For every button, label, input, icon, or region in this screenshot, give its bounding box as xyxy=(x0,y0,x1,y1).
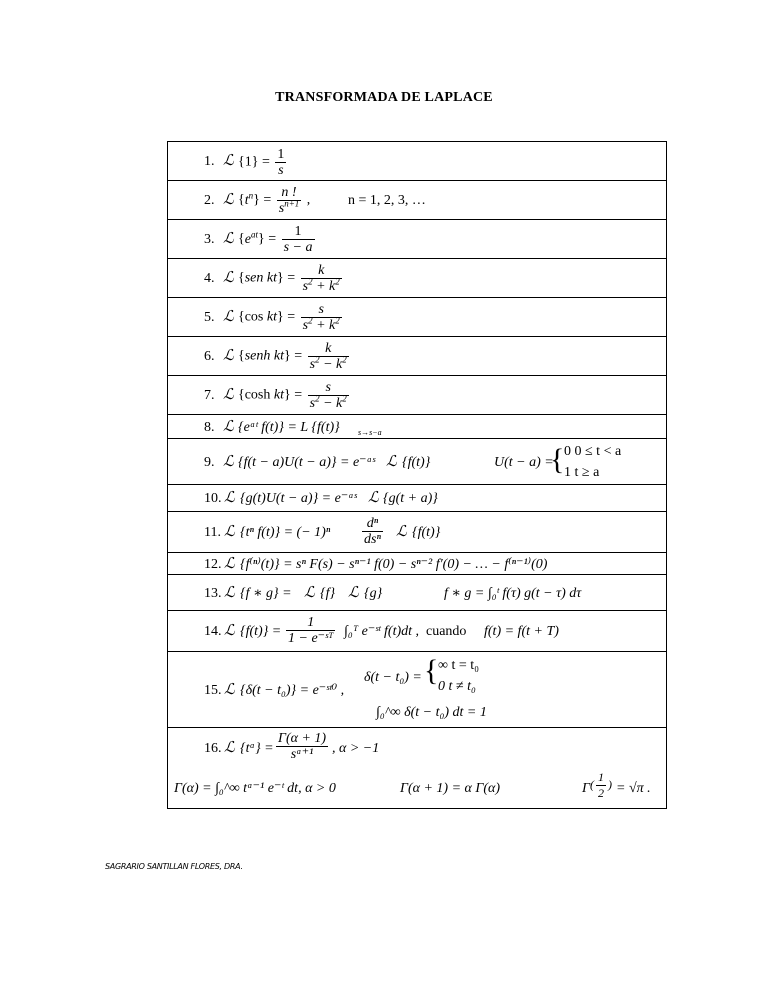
formula-table xyxy=(167,141,667,809)
formula-number: 7. xyxy=(204,388,215,403)
case-line-2: 1 t ≥ a xyxy=(564,465,600,480)
formula-expression-2: ∫₀ᵀ e⁻ˢᵗ f(t)dt , xyxy=(344,624,420,639)
formula-number: 2. xyxy=(204,193,215,208)
formula-row-10 xyxy=(168,485,666,512)
formula-number: 1. xyxy=(204,154,215,169)
formula-expression: {senh kt} = $\frac{k}{s^2 - k^2}$ xyxy=(238,341,347,372)
unit-step-label: U(t − a) = xyxy=(494,455,554,470)
formula-expression-2: {f(t)} xyxy=(412,525,441,540)
laplace-symbol: ℒ xyxy=(348,585,359,601)
author-signature: SAGRARIO SANTILLAN FLORES, DRA. xyxy=(105,862,243,871)
formula-expression-2: {f} xyxy=(320,586,336,601)
formula-row-13 xyxy=(168,575,666,611)
case-line-1: 0 0 ≤ t < a xyxy=(564,444,622,459)
formula-note: , α > −1 xyxy=(332,741,380,756)
formula-number: 12. xyxy=(204,557,222,572)
periodic-condition: f(t) = f(t + T) xyxy=(484,624,559,639)
formula-number: 11. xyxy=(204,525,221,540)
formula-expression: {δ(t − t₀)} = e⁻ˢᵗ⁰ , xyxy=(240,683,345,698)
formula-number: 9. xyxy=(204,455,215,470)
fraction-denominator: sᵅ⁺¹ xyxy=(290,747,314,762)
formula-row-2 xyxy=(168,181,666,220)
formula-row-12 xyxy=(168,553,666,575)
gamma-fraction xyxy=(274,731,330,762)
formula-number: 6. xyxy=(204,349,215,364)
formula-expression-2: {f(t)} xyxy=(402,455,431,470)
laplace-symbol: ℒ xyxy=(223,419,234,435)
formula-row-11 xyxy=(168,512,666,553)
formula-row-14 xyxy=(168,611,666,652)
laplace-symbol: ℒ xyxy=(224,740,235,756)
laplace-symbol: ℒ xyxy=(224,623,235,639)
formula-number: 4. xyxy=(204,271,215,286)
fraction-denominator: dsⁿ xyxy=(364,532,381,547)
formula-expression: {f(t − a)U(t − a)} = e⁻ᵃˢ xyxy=(238,455,376,470)
cases-brace: { xyxy=(550,443,565,476)
laplace-symbol: ℒ xyxy=(223,231,234,247)
formula-expression-2: {g(t + a)} xyxy=(383,491,438,506)
case-line-1: ∞ t = t₀ xyxy=(438,658,480,673)
formula-expression: {tⁿ f(t)} = (− 1)ⁿ xyxy=(240,525,331,540)
formula-expression: {f ∗ g} = xyxy=(240,586,292,601)
formula-row-16 xyxy=(168,728,666,808)
gamma-recurrence: Γ(α + 1) = α Γ(α) xyxy=(400,781,501,796)
formula-number: 10. xyxy=(204,491,222,506)
gamma-half-label: Γ xyxy=(582,781,590,796)
page-title: TRANSFORMADA DE LAPLACE xyxy=(275,90,493,105)
periodic-fraction xyxy=(284,615,337,646)
gamma-half-fraction: ( $\frac{1}{2}$ ) xyxy=(590,770,612,800)
laplace-symbol: ℒ xyxy=(368,490,379,506)
fraction-numerator: 1 xyxy=(286,615,335,631)
formula-row-9 xyxy=(168,439,666,485)
laplace-symbol: ℒ xyxy=(223,348,234,364)
formula-note: cuando xyxy=(426,624,467,639)
cases-brace: { xyxy=(424,654,439,687)
laplace-symbol: ℒ xyxy=(223,309,234,325)
formula-number: 16. xyxy=(204,741,222,756)
fraction-denominator: 2 xyxy=(598,786,604,800)
formula-expression: {1} = $\frac{1}{s}$ xyxy=(238,147,285,178)
laplace-symbol: ℒ xyxy=(223,270,234,286)
laplace-symbol: ℒ xyxy=(396,524,407,540)
laplace-symbol: ℒ xyxy=(223,454,234,470)
fraction-numerator: 1 xyxy=(598,770,604,784)
formula-row-1 xyxy=(168,142,666,181)
laplace-symbol: ℒ xyxy=(223,192,234,208)
laplace-symbol: ℒ xyxy=(223,153,234,169)
formula-row-15 xyxy=(168,652,666,728)
case-line-2: 0 t ≠ t₀ xyxy=(438,679,476,694)
formula-subscript: s→s−a xyxy=(358,428,382,437)
formula-expression: {tᵅ} = xyxy=(240,741,274,756)
formula-note: n = 1, 2, 3, … xyxy=(348,193,426,208)
laplace-symbol: ℒ xyxy=(223,387,234,403)
formula-row-3 xyxy=(168,220,666,259)
laplace-symbol: ℒ xyxy=(224,524,235,540)
formula-expression: {sen kt} = $\frac{k}{s^2 + k^2}$ xyxy=(238,263,340,294)
formula-row-4 xyxy=(168,259,666,298)
formula-number: 8. xyxy=(204,420,215,435)
formula-expression: {f(t)} = xyxy=(240,624,282,639)
laplace-symbol: ℒ xyxy=(224,556,235,572)
formula-row-7 xyxy=(168,376,666,415)
fraction-numerator: dⁿ xyxy=(362,516,383,532)
derivative-fraction xyxy=(360,516,385,547)
formula-row-8 xyxy=(168,415,666,439)
laplace-symbol: ℒ xyxy=(304,585,315,601)
formula-expression: {eᵃᵗ f(t)} = L {f(t)} xyxy=(238,420,340,435)
convolution-definition: f ∗ g = ∫₀ᵗ f(τ) g(t − τ) dτ xyxy=(444,586,582,601)
gamma-half-value: = √π . xyxy=(616,781,651,796)
delta-definition-label: δ(t − t₀) = xyxy=(364,670,422,685)
fraction-denominator: 1 − e⁻ˢᵀ xyxy=(288,631,334,646)
formula-expression: {cosh kt} = $\frac{s}{s^2 - k^2}$ xyxy=(238,380,347,411)
laplace-symbol: ℒ xyxy=(224,682,235,698)
formula-expression: {cos kt} = $\frac{s}{s^2 + k^2}$ xyxy=(238,302,340,333)
laplace-symbol: ℒ xyxy=(224,585,235,601)
formula-row-5 xyxy=(168,298,666,337)
formula-expression: $\{e^{at}\}$ = $\frac{1}{s - a}$ xyxy=(238,224,313,255)
formula-number: 15. xyxy=(204,683,222,698)
formula-number: 13. xyxy=(204,586,222,601)
formula-number: 3. xyxy=(204,232,215,247)
laplace-symbol: ℒ xyxy=(386,454,397,470)
formula-row-6 xyxy=(168,337,666,376)
formula-expression: {g(t)U(t − a)} = e⁻ᵃˢ xyxy=(240,491,357,506)
fraction-numerator: Γ(α + 1) xyxy=(278,731,327,746)
formula-expression: {f⁽ⁿ⁾(t)} = sⁿ F(s) − sⁿ⁻¹ f(0) − sⁿ⁻² f′(0) − … − f⁽ⁿ⁻¹⁾(0) xyxy=(240,557,548,572)
delta-integral: ∫₀^∞ δ(t − t₀) dt = 1 xyxy=(376,705,487,720)
formula-number: 14. xyxy=(204,624,222,639)
formula-number: 5. xyxy=(204,310,215,325)
gamma-definition: Γ(α) = ∫₀^∞ tᵅ⁻¹ e⁻ᵗ dt, α > 0 xyxy=(174,781,336,796)
formula-expression: $\{t^n\}$ = $\frac{n !}{s^{n+1}}$ , xyxy=(238,185,311,216)
formula-expression-3: {g} xyxy=(364,586,383,601)
laplace-symbol: ℒ xyxy=(224,490,235,506)
